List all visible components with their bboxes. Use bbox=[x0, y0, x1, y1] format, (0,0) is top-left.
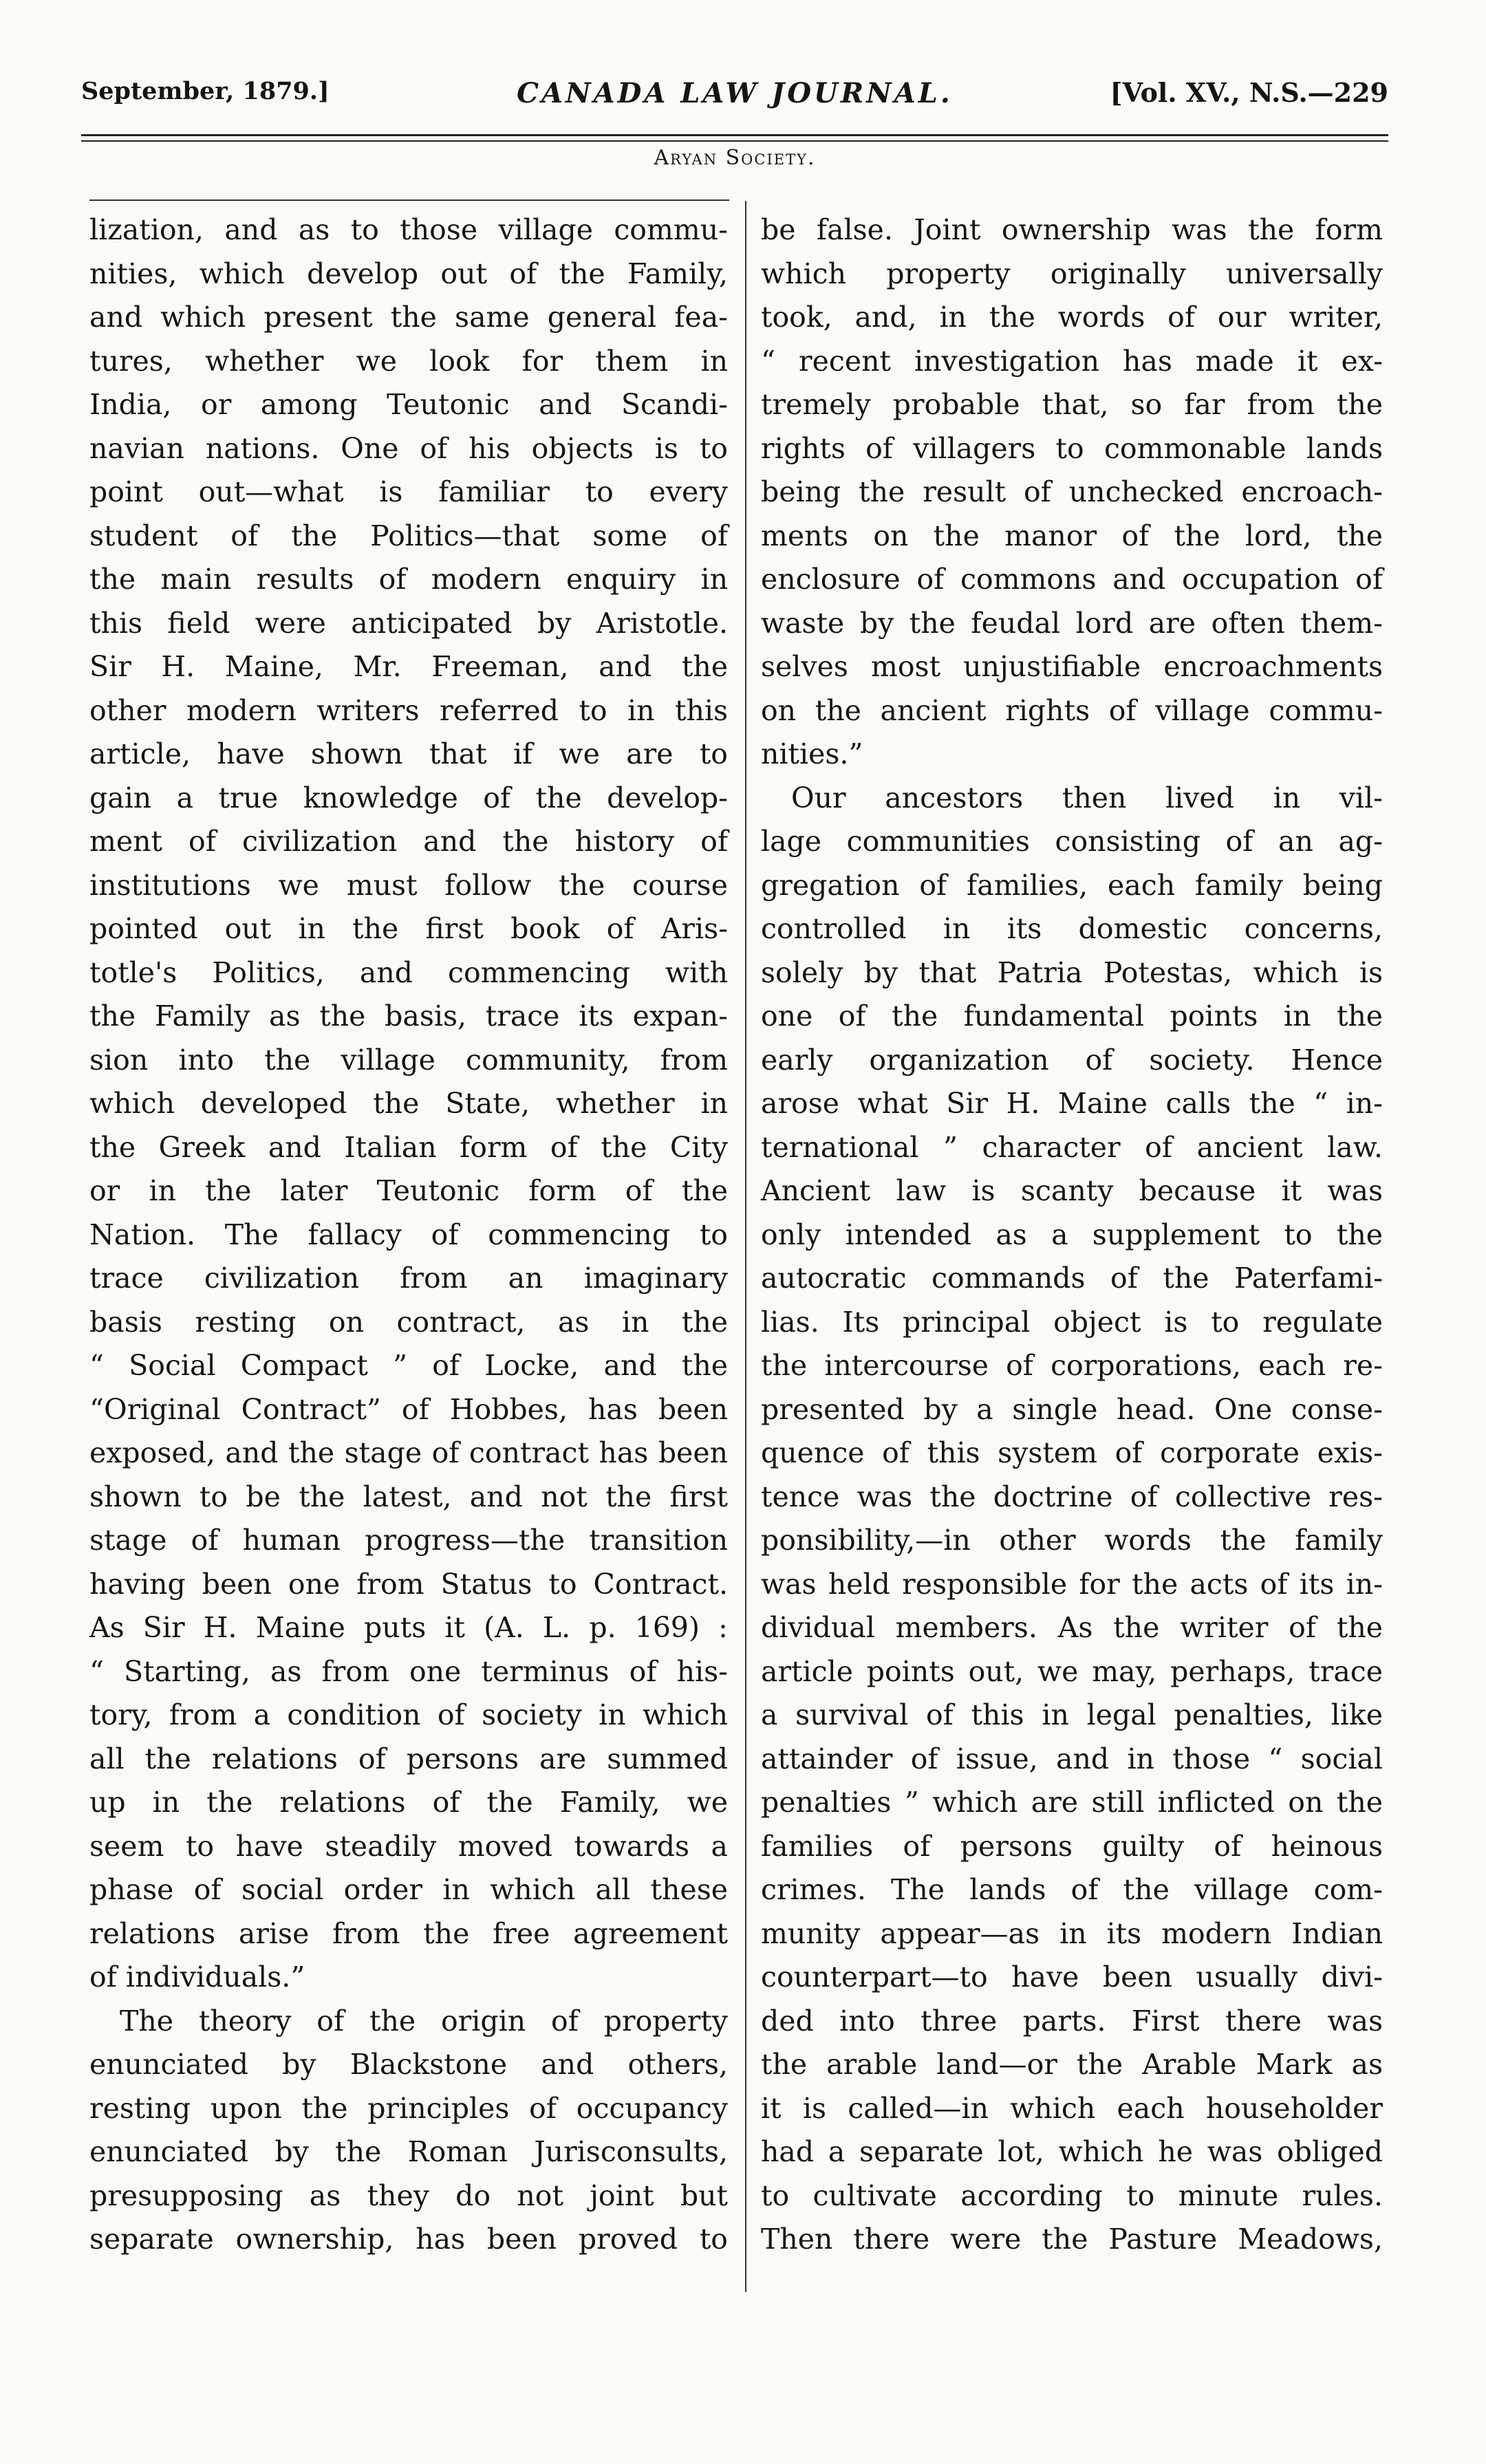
text-line: being the result of unchecked encroach- bbox=[761, 475, 1383, 508]
text-line: rights of villagers to commonable lands bbox=[761, 431, 1383, 465]
text-line: Ancient law is scanty because it was bbox=[761, 1174, 1383, 1207]
text-line: the Greek and Italian form of the City bbox=[89, 1130, 728, 1164]
text-line: up in the relations of the Family, we bbox=[89, 1786, 728, 1819]
text-line: quence of this system of corporate exis- bbox=[761, 1436, 1383, 1469]
header-rule-top bbox=[81, 134, 1388, 136]
text-line: had a separate lot, which he was obliged bbox=[761, 2135, 1383, 2168]
text-line: seem to have steadily moved towards a bbox=[89, 1829, 728, 1863]
text-line: “ recent investigation has made it ex- bbox=[761, 344, 1383, 378]
text-line: separate ownership, has been proved to bbox=[89, 2223, 728, 2256]
text-line: enunciated by Blackstone and others, bbox=[89, 2048, 728, 2081]
text-line: presented by a single head. One conse- bbox=[761, 1392, 1383, 1426]
text-line: one of the fundamental points in the bbox=[761, 999, 1383, 1033]
text-line: was held responsible for the acts of its in- bbox=[761, 1567, 1383, 1601]
text-line: Sir H. Maine, Mr. Freeman, and the bbox=[89, 650, 728, 683]
text-line: to cultivate according to minute rules. bbox=[761, 2179, 1383, 2212]
text-line: a survival of this in legal penalties, like bbox=[761, 1698, 1383, 1731]
text-line: gregation of families, each family being bbox=[761, 868, 1383, 902]
text-line: attainder of issue, and in those “ social bbox=[761, 1742, 1383, 1775]
text-line: “Original Contract” of Hobbes, has been bbox=[89, 1392, 728, 1426]
text-line: Our ancestors then lived in vil- bbox=[791, 781, 1383, 814]
text-line: presupposing as they do not joint but bbox=[89, 2179, 728, 2212]
text-line: As Sir H. Maine puts it (A. L. p. 169) : bbox=[89, 1611, 728, 1644]
text-line: ments on the manor of the lord, the bbox=[761, 519, 1383, 552]
text-line: on the ancient rights of village commu- bbox=[761, 693, 1383, 727]
text-line: Nation. The fallacy of commencing to bbox=[89, 1218, 728, 1251]
text-line: nities.” bbox=[761, 737, 863, 770]
text-line: nities, which develop out of the Family, bbox=[89, 257, 728, 290]
text-line: trace civilization from an imaginary bbox=[89, 1262, 728, 1295]
right-column bbox=[761, 208, 1383, 2262]
text-line: took, and, in the words of our writer, bbox=[761, 301, 1383, 334]
text-line: tory, from a condition of society in which bbox=[89, 1698, 728, 1731]
text-line: relations arise from the free agreement bbox=[89, 1916, 728, 1950]
text-line: tremely probable that, so far from the bbox=[761, 388, 1383, 421]
issue-date: September, 1879.] bbox=[81, 77, 330, 105]
text-line: all the relations of persons are summed bbox=[89, 1742, 728, 1775]
text-line: phase of social order in which all these bbox=[89, 1873, 728, 1906]
text-line: navian nations. One of his objects is to bbox=[89, 431, 728, 465]
text-line: or in the later Teutonic form of the bbox=[89, 1174, 728, 1207]
page-header bbox=[81, 77, 1388, 118]
text-line: the intercourse of corporations, each re- bbox=[761, 1349, 1383, 1382]
text-line: totle's Politics, and commencing with bbox=[89, 955, 728, 989]
text-line: lage communities consisting of an ag- bbox=[761, 825, 1383, 858]
text-line: lization, and as to those village commu- bbox=[89, 213, 728, 246]
text-line: exposed, and the stage of contract has been bbox=[89, 1436, 728, 1469]
text-line: it is called—in which each householder bbox=[761, 2091, 1383, 2125]
text-line: basis resting on contract, as in the bbox=[89, 1305, 728, 1339]
text-line: article points out, we may, perhaps, trace bbox=[761, 1654, 1383, 1688]
text-line: student of the Politics—that some of bbox=[89, 519, 728, 552]
text-line: gain a true knowledge of the develop- bbox=[89, 781, 728, 814]
text-line: and which present the same general fea- bbox=[89, 301, 728, 334]
volume-page-number: [Vol. XV., N.S.—229 bbox=[1110, 77, 1388, 108]
text-line: ponsibility,—in other words the family bbox=[761, 1524, 1383, 1557]
text-line: families of persons guilty of heinous bbox=[761, 1829, 1383, 1863]
text-line: ment of civilization and the history of bbox=[89, 825, 728, 858]
text-line: ded into three parts. First there was bbox=[761, 2004, 1383, 2038]
text-line: other modern writers referred to in this bbox=[89, 693, 728, 727]
text-line: article, have shown that if we are to bbox=[89, 737, 728, 770]
running-title: Aryan Society. bbox=[654, 146, 816, 170]
header-rule-bottom bbox=[81, 140, 1388, 142]
text-line: Then there were the Pasture Meadows, bbox=[761, 2223, 1383, 2256]
text-line: having been one from Status to Contract. bbox=[89, 1567, 728, 1601]
text-line: this field were anticipated by Aristotle. bbox=[89, 606, 728, 640]
text-line: “ Starting, as from one terminus of his- bbox=[89, 1654, 728, 1688]
text-line: early organization of society. Hence bbox=[761, 1043, 1383, 1077]
text-line: solely by that Patria Potestas, which is bbox=[761, 955, 1383, 989]
text-line: waste by the feudal lord are often them- bbox=[761, 606, 1383, 640]
text-line: dividual members. As the writer of the bbox=[761, 1611, 1383, 1644]
text-line: pointed out in the first book of Aris- bbox=[89, 912, 728, 945]
text-line: counterpart—to have been usually divi- bbox=[761, 1960, 1383, 1993]
text-line: ternational ” character of ancient law. bbox=[761, 1130, 1383, 1164]
text-line: controlled in its domestic concerns, bbox=[761, 912, 1383, 945]
text-line: The theory of the origin of property bbox=[120, 2004, 728, 2038]
text-line: point out—what is familiar to every bbox=[89, 475, 728, 508]
text-line: arose what Sir H. Maine calls the “ in- bbox=[761, 1087, 1383, 1120]
text-line: of individuals.” bbox=[89, 1960, 305, 1993]
text-line: “ Social Compact ” of Locke, and the bbox=[89, 1349, 728, 1382]
text-line: which developed the State, whether in bbox=[89, 1087, 728, 1120]
text-line: resting upon the principles of occupancy bbox=[89, 2091, 728, 2125]
text-line: lias. Its principal object is to regulate bbox=[761, 1305, 1383, 1339]
text-line: the main results of modern enquiry in bbox=[89, 563, 728, 596]
text-line: penalties ” which are still inflicted on the bbox=[761, 1786, 1383, 1819]
text-line: the arable land—or the Arable Mark as bbox=[761, 2048, 1383, 2081]
text-line: enunciated by the Roman Jurisconsults, bbox=[89, 2135, 728, 2168]
text-line: only intended as a supplement to the bbox=[761, 1218, 1383, 1251]
text-line: enclosure of commons and occupation of bbox=[761, 563, 1383, 596]
text-line: stage of human progress—the transition bbox=[89, 1524, 728, 1557]
section-rule bbox=[89, 199, 729, 201]
text-line: the Family as the basis, trace its expan- bbox=[89, 999, 728, 1033]
text-line: sion into the village community, from bbox=[89, 1043, 728, 1077]
column-divider bbox=[745, 201, 746, 2292]
text-line: tence was the doctrine of collective res- bbox=[761, 1480, 1383, 1513]
text-line: autocratic commands of the Paterfami- bbox=[761, 1262, 1383, 1295]
left-column bbox=[89, 208, 728, 2262]
text-line: munity appear—as in its modern Indian bbox=[761, 1916, 1383, 1950]
text-line: tures, whether we look for them in bbox=[89, 344, 728, 378]
text-line: shown to be the latest, and not the first bbox=[89, 1480, 728, 1513]
text-line: institutions we must follow the course bbox=[89, 868, 728, 902]
text-line: crimes. The lands of the village com- bbox=[761, 1873, 1383, 1906]
journal-title: CANADA LAW JOURNAL. bbox=[517, 77, 953, 109]
text-line: India, or among Teutonic and Scandi- bbox=[89, 388, 728, 421]
text-line: selves most unjustifiable encroachments bbox=[761, 650, 1383, 683]
text-line: be false. Joint ownership was the form bbox=[761, 213, 1383, 246]
text-line: which property originally universally bbox=[761, 257, 1383, 290]
